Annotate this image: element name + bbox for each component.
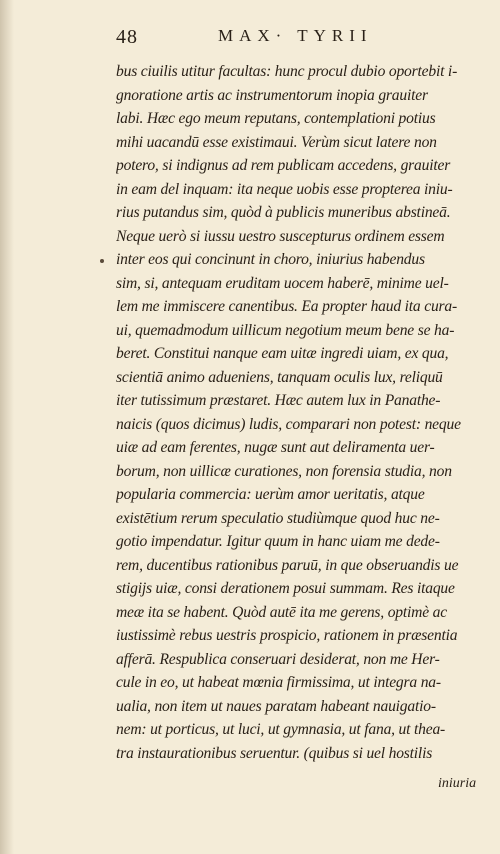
text-line: labi. Hæc ego meum reputans, contemplationi potius (116, 110, 436, 127)
text-line: iustissimè rebus uestris prospicio, rationem in præsentia (116, 627, 458, 644)
text-line: Neque uerò si iussu uestro suscepturus ordinem essem (116, 227, 445, 245)
text-line: meæ ita se habent. Quòd autē ita me gerens, optimè ac (116, 603, 447, 621)
page-number: 48 (116, 26, 138, 48)
text-line: nem: ut porticus, ut luci, ut gymnasia, ut fana, ut thea- (116, 721, 446, 738)
catchword: iniuria (438, 776, 477, 791)
text-line: mihi uacandū esse existimaui. Verùm sicut latere non (116, 133, 437, 151)
text-line: bus ciuilis utitur facultas: hunc procul dubio oportebit i- (116, 63, 458, 80)
text-line: existētium rerum speculatio studiùmque quod huc ne- (116, 509, 440, 527)
text-line: ualia, non item ut naues paratam habeant nauigatio- (116, 697, 436, 715)
text-line: ui, quemadmodum uillicum negotium meum bene se ha- (116, 321, 455, 339)
page-gutter-shadow (0, 0, 14, 854)
text-line: rius putandus sim, quòd à publicis muneribus abstineā. (116, 204, 451, 221)
text-line: beret. Constitui nanque eam uitæ ingredi uiam, ex qua, (116, 345, 449, 362)
text-line: afferā. Respublica conseruari desiderat, non me Her- (116, 650, 440, 668)
text-line: uiæ ad eam ferentes, nugæ sunt aut deliramenta uer- (116, 439, 435, 456)
text-line: cule in eo, ut habeat mœnia firmissima, ut integra na- (116, 674, 441, 691)
body-text (116, 60, 486, 765)
margin-ink-dot (100, 259, 104, 263)
text-line: sim, si, antequam eruditam uocem haberē, minime uel- (116, 274, 449, 292)
text-line: iter tutissimum præstaret. Hæc autem lux in Panathe- (116, 392, 441, 409)
text-line: popularia commercia: uerùm amor ueritatis, atque (116, 486, 425, 503)
text-line: lem me immiscere canentibus. Ea propter haud ita cura- (116, 298, 458, 315)
text-line: naicis (quos dicimus) ludis, comparari non potest: neque (116, 415, 461, 433)
text-line: tra instaurationibus seruentur. (quibus si uel hostilis (116, 744, 433, 762)
text-line: inter eos qui concinunt in choro, iniurius habendus (116, 251, 425, 268)
text-line: rem, ducentibus rationibus paruū, in que obseruandis ue (116, 556, 459, 574)
text-line: gotio impendatur. Igitur quum in hanc uiam me dede- (116, 533, 440, 550)
text-line: scientiā animo adueniens, tanquam oculis lux, reliquū (116, 368, 443, 386)
text-line: borum, non uillicæ curationes, non forensia studia, non (116, 462, 452, 480)
text-line: gnoratione artis ac instrumentorum inopia grauiter (116, 86, 428, 104)
running-title: MAX· TYRII (218, 26, 373, 45)
text-line: stigijs uiæ, consi derationem posui summam. Res itaque (116, 580, 455, 597)
text-line: in eam del inquam: ita neque uobis esse propterea iniu- (116, 180, 453, 198)
text-line: potero, si indignus ad rem publicam accedens, grauiter (116, 157, 451, 174)
